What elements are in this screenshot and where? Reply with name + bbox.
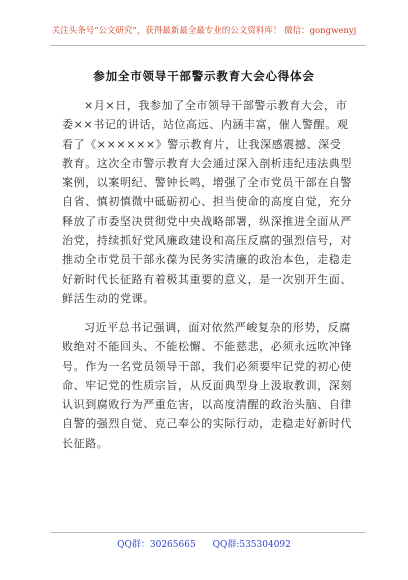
header-divider [50,45,366,46]
paragraph-line: 长征路。 [62,436,109,450]
paragraph-line: 看了《××××××》警示教育片，让我深感震撼、深受 [62,137,342,151]
paragraph-line: 释放了市委坚决贯彻党中央战略部署，纵深推进全面从严 [62,214,352,228]
document-title: 参加全市领导干部警示教育大会心得体会 [93,69,315,83]
paragraph-2 [62,318,352,453]
paragraph-line: 自省、慎初慎微中砥砺初心、担当使命的高度自觉，充分 [62,195,352,209]
paragraph-line: 号。作为一名党员领导干部，我们必须要牢记党的初心使 [62,359,352,373]
paragraph-line: 案例，以案明纪、警钟长鸣，增强了全市党员干部在自警 [62,176,352,190]
header-banner: 关注头条号“公文研究”，获得最新最全最专业的公文资料库！ 微信：gongwenyj [51,26,357,36]
paragraph-line: 败绝对不能回头、不能松懈、不能慈悲，必须永远吹冲锋 [62,340,352,354]
footer-divider [50,532,366,533]
paragraph-line: ×月×日，我参加了全市领导干部警示教育大会，市 [84,99,348,112]
paragraph-line: 治党，持续抓好党风廉政建设和高压反腐的强烈信号，对 [62,234,352,248]
paragraph-line: 推动全市党员干部永葆为民务实清廉的政治本色，走稳走 [62,253,352,267]
footer-qq-group-2: QQ群:535304092 [212,540,291,550]
paragraph-line: 命、牢记党的性质宗旨，从反面典型身上汲取教训，深刻 [62,378,352,392]
paragraph-line: 好新时代长征路有着极其重要的意义，是一次别开生面、 [62,272,352,286]
paragraph-line: 教育。这次全市警示教育大会通过深入剖析违纪违法典型 [62,156,352,170]
paragraph-line: 自警的强烈自觉、克己奉公的实际行动，走稳走好新时代 [62,417,352,431]
paragraph-1 [62,96,352,308]
footer [0,537,408,550]
paragraph-line: 鲜活生动的党课。 [62,291,155,305]
footer-qq-group-1: QQ群：30265665 [117,540,196,550]
paragraph-line: 习近平总书记强调，面对依然严峻复杂的形势，反腐 [84,321,351,334]
paragraph-line: 委××书记的讲话，站位高远、内涵丰富，催人警醒。观 [62,118,349,132]
paragraph-line: 认识到腐败行为严重危害，以高度清醒的政治头脑、自律 [62,398,352,412]
